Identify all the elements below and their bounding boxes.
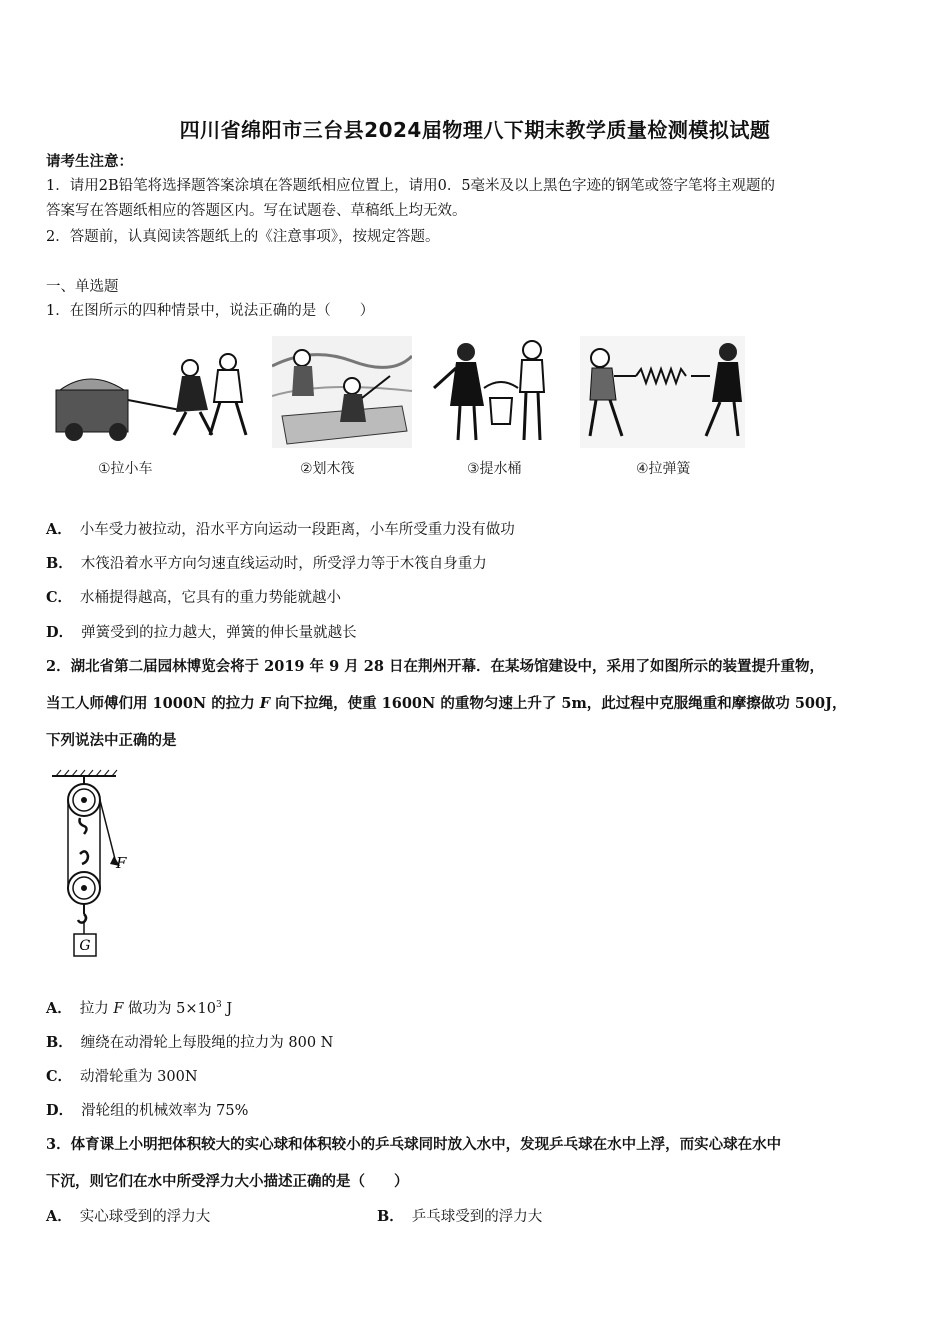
q2-stem-line-3: 下列说法中正确的是 bbox=[46, 732, 177, 749]
q2-stem-line-2b: 向下拉绳，使重 1600N 的重物匀速上升了 5m，此过程中克服绳重和摩擦做功 500J， bbox=[270, 695, 847, 712]
q2-option-a-label: A． bbox=[46, 1000, 72, 1017]
q2-option-d[interactable] bbox=[46, 1099, 248, 1120]
q2-option-a-mid: 做功为 5×10 bbox=[123, 1001, 216, 1017]
q3-option-b[interactable] bbox=[377, 1205, 542, 1226]
q3-option-b-label: B． bbox=[377, 1208, 404, 1225]
q1-option-d[interactable] bbox=[46, 621, 357, 642]
q2-option-a-sup: 3 bbox=[215, 1000, 222, 1011]
q3-option-a[interactable] bbox=[46, 1205, 210, 1226]
q2-option-a-pre: 拉力 bbox=[79, 1001, 114, 1017]
notice-line-3: 2．答题前，认真阅读答题纸上的《注意事项》，按规定答题。 bbox=[46, 229, 440, 245]
pulley-force-label: F bbox=[116, 854, 127, 872]
q2-stem-var-f: F bbox=[259, 695, 271, 712]
pulley-weight-label: G bbox=[79, 938, 91, 954]
q1-option-c-label: C． bbox=[46, 589, 73, 606]
q2-option-b[interactable] bbox=[46, 1031, 333, 1052]
q1-stem: 1．在图所示的四种情景中，说法正确的是（ ） bbox=[46, 303, 375, 319]
notice-line-1: 1．请用2B铅笔将选择题答案涂填在答题纸相应位置上，请用0．5毫米及以上黑色字迹的钢笔或签字笔将主观题的 bbox=[46, 178, 776, 194]
notice-line-2: 答案写在答题纸相应的答题区内。写在试题卷、草稿纸上均无效。 bbox=[46, 203, 467, 219]
q2-option-a-post: J bbox=[221, 1001, 233, 1017]
q2-stem-line-2a: 当工人师傅们用 1000N 的拉力 bbox=[46, 695, 260, 712]
q2-option-a[interactable] bbox=[46, 997, 232, 1018]
q2-option-d-label: D． bbox=[46, 1102, 74, 1119]
q3-option-a-text: 实心球受到的浮力大 bbox=[79, 1209, 211, 1225]
q1-figure-bucket bbox=[428, 336, 563, 448]
q2-option-a-var: F bbox=[113, 1001, 124, 1017]
q1-caption-1: ①拉小车 bbox=[98, 461, 153, 477]
q1-option-a[interactable] bbox=[46, 518, 515, 539]
q3-stem-line-1: 3．体育课上小明把体积较大的实心球和体积较小的乒乓球同时放入水中，发现乒乓球在水中上浮，而实心球在水中 bbox=[46, 1136, 782, 1153]
q1-figure-spring bbox=[580, 336, 745, 448]
q1-caption-4: ④拉弹簧 bbox=[636, 461, 691, 477]
page-title: 四川省绵阳市三台县2024届物理八下期末教学质量检测模拟试题 bbox=[179, 118, 771, 142]
q3-option-a-label: A． bbox=[46, 1208, 72, 1225]
q3-option-b-text: 乒乓球受到的浮力大 bbox=[411, 1209, 543, 1225]
section-heading: 一、单选题 bbox=[46, 279, 119, 295]
q2-option-c-label: C． bbox=[46, 1068, 73, 1085]
q1-option-d-text: 弹簧受到的拉力越大，弹簧的伸长量就越长 bbox=[81, 625, 357, 641]
q1-figure-pull-cart bbox=[50, 340, 255, 450]
q1-option-b-label: B． bbox=[46, 555, 73, 572]
q3-stem-line-2: 下沉，则它们在水中所受浮力大小描述正确的是（ ） bbox=[46, 1173, 409, 1190]
q2-stem-line-1: 2．湖北省第二届园林博览会将于 2019 年 9 月 28 日在荆州开幕．在某场馆建设中，采用了如图所示的装置提升重物， bbox=[46, 658, 824, 675]
q2-option-c[interactable] bbox=[46, 1065, 198, 1086]
pulley-diagram bbox=[46, 768, 146, 968]
q2-option-d-text: 滑轮组的机械效率为 75% bbox=[81, 1103, 249, 1119]
q2-option-c-text: 动滑轮重为 300N bbox=[80, 1069, 198, 1085]
notice-heading: 请考生注意： bbox=[46, 153, 133, 170]
q1-option-a-text: 小车受力被拉动，沿水平方向运动一段距离，小车所受重力没有做功 bbox=[79, 522, 515, 538]
q2-option-b-text: 缠绕在动滑轮上每股绳的拉力为 800 N bbox=[80, 1035, 334, 1051]
q1-option-a-label: A． bbox=[46, 521, 72, 538]
q2-stem-line-2 bbox=[46, 692, 846, 713]
q1-option-c[interactable] bbox=[46, 586, 341, 607]
q1-option-b-text: 木筏沿着水平方向匀速直线运动时，所受浮力等于木筏自身重力 bbox=[80, 556, 487, 572]
q1-caption-3: ③提水桶 bbox=[467, 461, 522, 477]
q1-caption-2: ②划木筏 bbox=[300, 461, 355, 477]
q2-option-b-label: B． bbox=[46, 1034, 73, 1051]
q1-option-b[interactable] bbox=[46, 552, 487, 573]
q1-option-d-label: D． bbox=[46, 624, 74, 641]
q1-option-c-text: 水桶提得越高，它具有的重力势能就越小 bbox=[80, 590, 342, 606]
q1-figure-raft bbox=[272, 336, 412, 448]
